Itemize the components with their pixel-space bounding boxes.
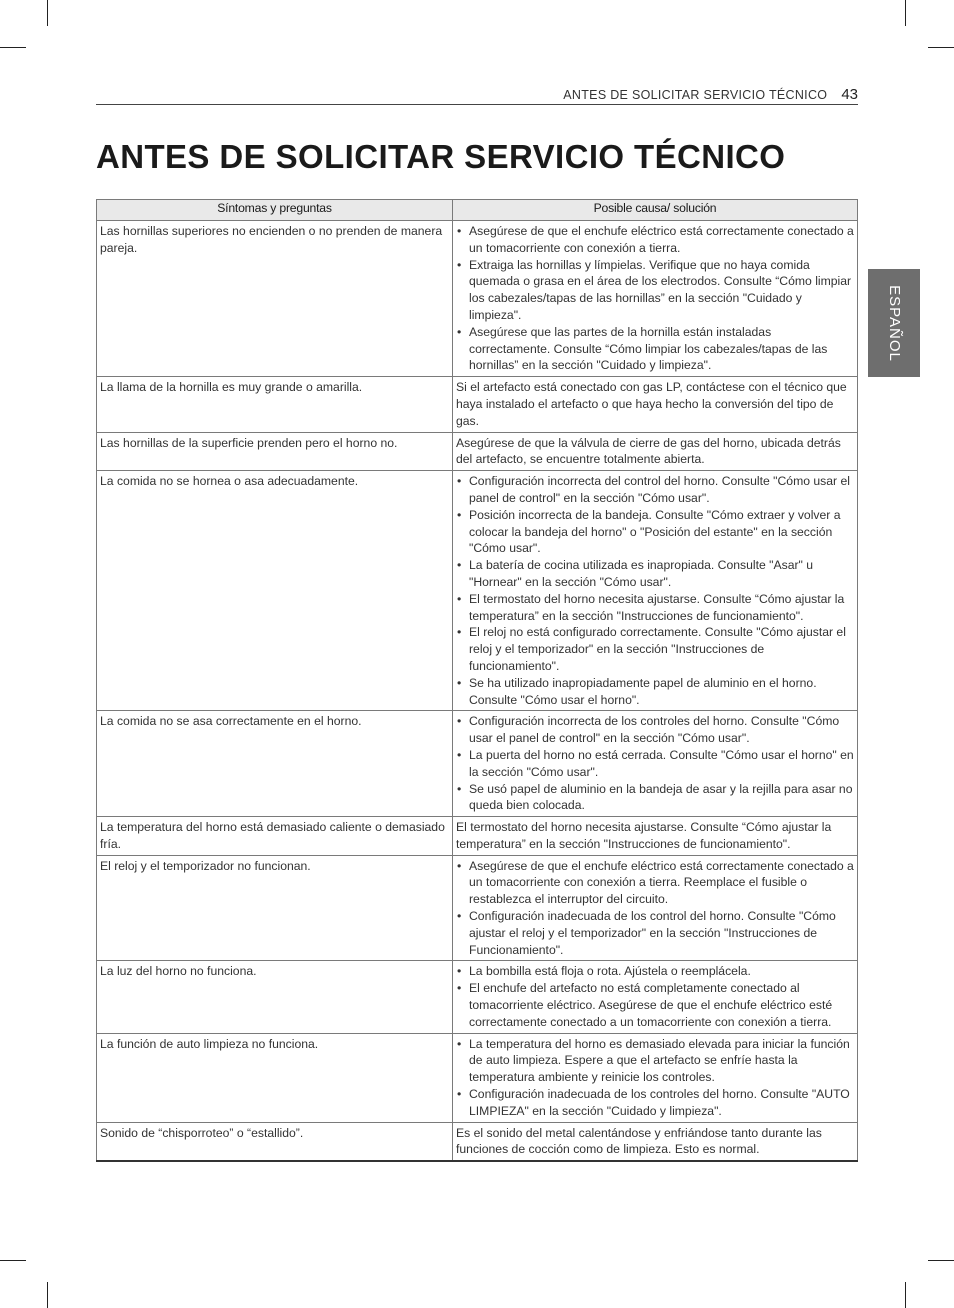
table-row (97, 377, 858, 432)
symptom-cell: La luz del horno no funciona. (97, 961, 453, 1033)
solution-list (456, 858, 855, 959)
solution-cell (453, 1033, 858, 1122)
solution-cell: Es el sonido del metal calentándose y enfriándose tanto durante las funciones de cocción como de limpieza. Esto es normal. (453, 1122, 858, 1161)
solution-list (456, 963, 855, 1030)
solution-item: • Configuración incorrecta del control del horno. Consulte "Cómo usar el panel de control" en la sección "Cómo usar". (456, 473, 855, 507)
solution-item: • Extraiga las hornillas y límpielas. Verifique que no haya comida quemada o grasa en el área de los electrodos. Consulte “Cómo limpiar los cabezales/tapas de las hornillas” en la sección "Cuidado y limpieza". (456, 257, 855, 324)
solution-item: • La bombilla está floja o rota. Ajústela o reemplácela. (456, 963, 855, 980)
table-row (97, 817, 858, 856)
solution-item: • La puerta del horno no está cerrada. Consulte "Cómo usar el horno" en la sección "Cómo usar". (456, 747, 855, 781)
solution-cell (453, 221, 858, 377)
symptom-cell: Las hornillas de la superficie prenden pero el horno no. (97, 432, 453, 471)
solution-item: • La temperatura del horno es demasiado elevada para iniciar la función de auto limpieza. Espere a que el artefacto se enfríe hasta la temperatura ambiente y reinicie los controles. (456, 1036, 855, 1086)
table-row (97, 471, 858, 711)
running-header (96, 85, 858, 105)
page-title: ANTES DE SOLICITAR SERVICIO TÉCNICO (96, 138, 786, 175)
solution-list (456, 1036, 855, 1120)
crop-mark (0, 47, 26, 48)
table-row (97, 1033, 858, 1122)
symptom-cell: La llama de la hornilla es muy grande o amarilla. (97, 377, 453, 432)
crop-mark (928, 47, 954, 48)
crop-mark (905, 0, 906, 26)
solution-item: • Configuración inadecuada de los control del horno. Consulte "Cómo ajustar el reloj y el temporizador" en la sección "Instrucciones de Funcionamiento". (456, 908, 855, 958)
solution-cell (453, 711, 858, 817)
solution-item: • El termostato del horno necesita ajustarse. Consulte “Cómo ajustar la temperatura” en la sección "Instrucciones de funcionamiento". (456, 591, 855, 625)
solution-list (456, 473, 855, 708)
solution-cell (453, 855, 858, 961)
symptom-cell: Las hornillas superiores no encienden o no prenden de manera pareja. (97, 221, 453, 377)
solution-item: • Posición incorrecta de la bandeja. Consulte "Cómo extraer y volver a colocar la bandeja del horno" o "Posición del estante" en la sección "Cómo usar". (456, 507, 855, 557)
crop-mark (47, 1282, 48, 1308)
table-row (97, 961, 858, 1033)
table-row (97, 432, 858, 471)
solution-item: • El enchufe del artefacto no está completamente conectado al tomacorriente eléctrico. Asegúrese de que el enchufe eléctrico esté correctamente conectado a un tomacorriente con conexión a tierra. (456, 980, 855, 1030)
symptom-cell: La temperatura del horno está demasiado caliente o demasiado fría. (97, 817, 453, 856)
crop-mark (47, 0, 48, 26)
symptom-cell: La comida no se hornea o asa adecuadamente. (97, 471, 453, 711)
crop-mark (928, 1260, 954, 1261)
symptom-cell: El reloj y el temporizador no funcionan. (97, 855, 453, 961)
symptom-cell: La función de auto limpieza no funciona. (97, 1033, 453, 1122)
symptom-cell: Sonido de “chisporroteo” o “estallido”. (97, 1122, 453, 1161)
solution-item: • Asegúrese que las partes de la hornilla están instaladas correctamente. Consulte “Cómo limpiar los cabezales/tapas de las hornillas” en la sección "Cuidado y limpieza". (456, 324, 855, 374)
column-header-symptoms: Síntomas y preguntas (97, 200, 453, 221)
solution-list (456, 713, 855, 814)
solution-item: • Configuración inadecuada de los controles del horno. Consulte "AUTO LIMPIEZA" en la sección "Cuidado y limpieza". (456, 1086, 855, 1120)
table-row (97, 855, 858, 961)
solution-item: • Asegúrese de que el enchufe eléctrico está correctamente conectado a un tomacorriente con conexión a tierra. (456, 223, 855, 257)
solution-cell: Asegúrese de que la válvula de cierre de gas del horno, ubicada detrás del artefacto, se encuentre totalmente abierta. (453, 432, 858, 471)
running-title: ANTES DE SOLICITAR SERVICIO TÉCNICO (563, 88, 828, 102)
table-header-row (97, 200, 858, 221)
table-row (97, 711, 858, 817)
language-side-tab (868, 269, 920, 377)
solution-list (456, 223, 855, 374)
language-tab-label: ESPAÑOL (885, 284, 903, 362)
table-row (97, 1122, 858, 1161)
crop-mark (0, 1260, 26, 1261)
solution-cell: Si el artefacto está conectado con gas LP, contáctese con el técnico que haya instalado el artefacto o que haya hecho la conversión del tipo de gas. (453, 377, 858, 432)
solution-item: • Se ha utilizado inapropiadamente papel de aluminio en el horno. Consulte "Cómo usar el horno". (456, 675, 855, 709)
page-number: 43 (841, 86, 858, 103)
solution-item: • La batería de cocina utilizada es inapropiada. Consulte "Asar" u "Hornear" en la sección "Cómo usar". (456, 557, 855, 591)
solution-cell (453, 471, 858, 711)
crop-mark (905, 1282, 906, 1308)
solution-item: • El reloj no está configurado correctamente. Consulte "Cómo ajustar el reloj y el temporizador" en la sección "Instrucciones de funcionamiento". (456, 624, 855, 674)
solution-item: • Configuración incorrecta de los controles del horno. Consulte "Cómo usar el panel de control" en la sección "Cómo usar". (456, 713, 855, 747)
solution-item: • Se usó papel de aluminio en la bandeja de asar y la rejilla para asar no queda bien colocada. (456, 781, 855, 815)
troubleshooting-table (96, 199, 858, 1162)
column-header-solution: Posible causa/ solución (453, 200, 858, 221)
solution-cell (453, 961, 858, 1033)
table-row (97, 221, 858, 377)
solution-cell: El termostato del horno necesita ajustarse. Consulte “Cómo ajustar la temperatura” en la sección "Instrucciones de funcionamiento". (453, 817, 858, 856)
solution-item: • Asegúrese de que el enchufe eléctrico está correctamente conectado a un tomacorriente con conexión a tierra. Reemplace el fusible o restablezca el interruptor del circuito. (456, 858, 855, 908)
symptom-cell: La comida no se asa correctamente en el horno. (97, 711, 453, 817)
